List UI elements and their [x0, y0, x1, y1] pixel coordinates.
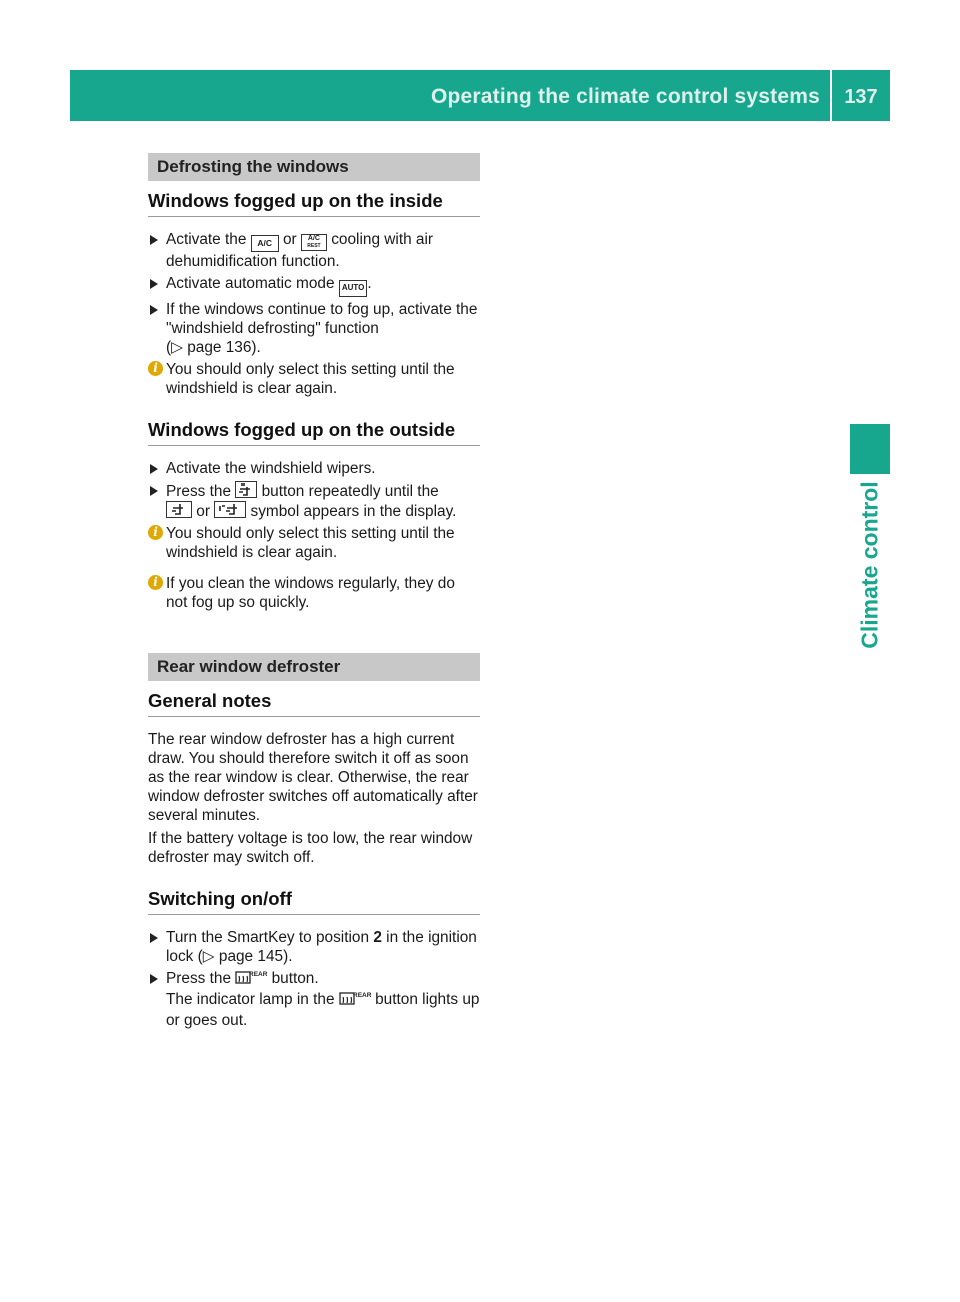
steps-outside — [148, 459, 480, 521]
heading-fogged-inside: Windows fogged up on the inside — [148, 191, 480, 217]
header-divider — [830, 70, 832, 121]
heading-general-notes: General notes — [148, 691, 480, 717]
airflow-windshield-footwell-icon — [214, 501, 246, 518]
airflow-windshield-icon — [166, 501, 192, 518]
paragraph-current-draw: The rear window defroster has a high current draw. You should therefore switch it off as soon as the rear window is clear. Otherwise, the rear window defroster switches off automatically after several minutes. — [148, 731, 478, 824]
step-arrow-icon — [150, 305, 158, 315]
content-column — [148, 153, 480, 1033]
step-activate-auto: Activate automatic mode AUTO . — [148, 274, 480, 297]
heading-fogged-outside: Windows fogged up on the outside — [148, 420, 480, 446]
step-turn-smartkey: Turn the SmartKey to position 2 in the ignition lock (▷ page 145). — [148, 928, 480, 966]
rear-defrost-key-icon — [235, 969, 267, 990]
info-icon: i — [148, 361, 163, 376]
step-activate-ac: Activate the A/C or A/C REST cooling with air dehumidification function. — [148, 230, 480, 271]
step-arrow-icon — [150, 279, 158, 289]
step-press-airflow: Press the button repeatedly until the or symbol appears in the display. — [148, 481, 480, 521]
ac-key-icon: A/C — [251, 235, 279, 252]
steps-inside — [148, 230, 480, 357]
section-title-rear-defroster: Rear window defroster — [148, 653, 480, 681]
info-icon: i — [148, 525, 163, 540]
ac-rest-key-icon: A/C REST — [301, 234, 327, 251]
step-windshield-defrosting: If the windows continue to fog up, activate the "windshield defrosting" function (▷ page 136). — [148, 300, 480, 357]
step-activate-wipers: Activate the windshield wipers. — [148, 459, 480, 478]
info-icon: i — [148, 575, 163, 590]
header-title: Operating the climate control systems — [430, 85, 820, 108]
auto-key-icon: AUTO — [339, 280, 368, 297]
rear-defrost-key-icon — [339, 990, 371, 1011]
step-arrow-icon — [150, 486, 158, 496]
page-number: 137 — [844, 86, 878, 108]
side-tab-label: Climate control — [856, 481, 883, 649]
svg-text:REAR: REAR — [352, 992, 371, 999]
steps-switching — [148, 928, 480, 1030]
paragraph-battery-voltage: If the battery voltage is too low, the rear window defroster may switch off. — [148, 830, 473, 866]
step-arrow-icon — [150, 235, 158, 245]
step-press-rear-defrost: Press the REAR button. The indicator lamp in the REAR button lights up or goes out. — [148, 969, 480, 1030]
side-tab-marker — [850, 424, 890, 474]
page-header — [70, 70, 890, 121]
heading-switching: Switching on/off — [148, 889, 480, 915]
info-note-outside-1: i You should only select this setting until the windshield is clear again. — [148, 524, 480, 562]
step-arrow-icon — [150, 464, 158, 474]
section-title-defrosting: Defrosting the windows — [148, 153, 480, 181]
airflow-key-icon — [235, 481, 257, 498]
step-arrow-icon — [150, 933, 158, 943]
step-arrow-icon — [150, 974, 158, 984]
info-note-outside-2: i If you clean the windows regularly, they do not fog up so quickly. — [148, 574, 480, 612]
info-note-inside: i You should only select this setting until the windshield is clear again. — [148, 360, 480, 398]
svg-text:REAR: REAR — [249, 971, 268, 978]
